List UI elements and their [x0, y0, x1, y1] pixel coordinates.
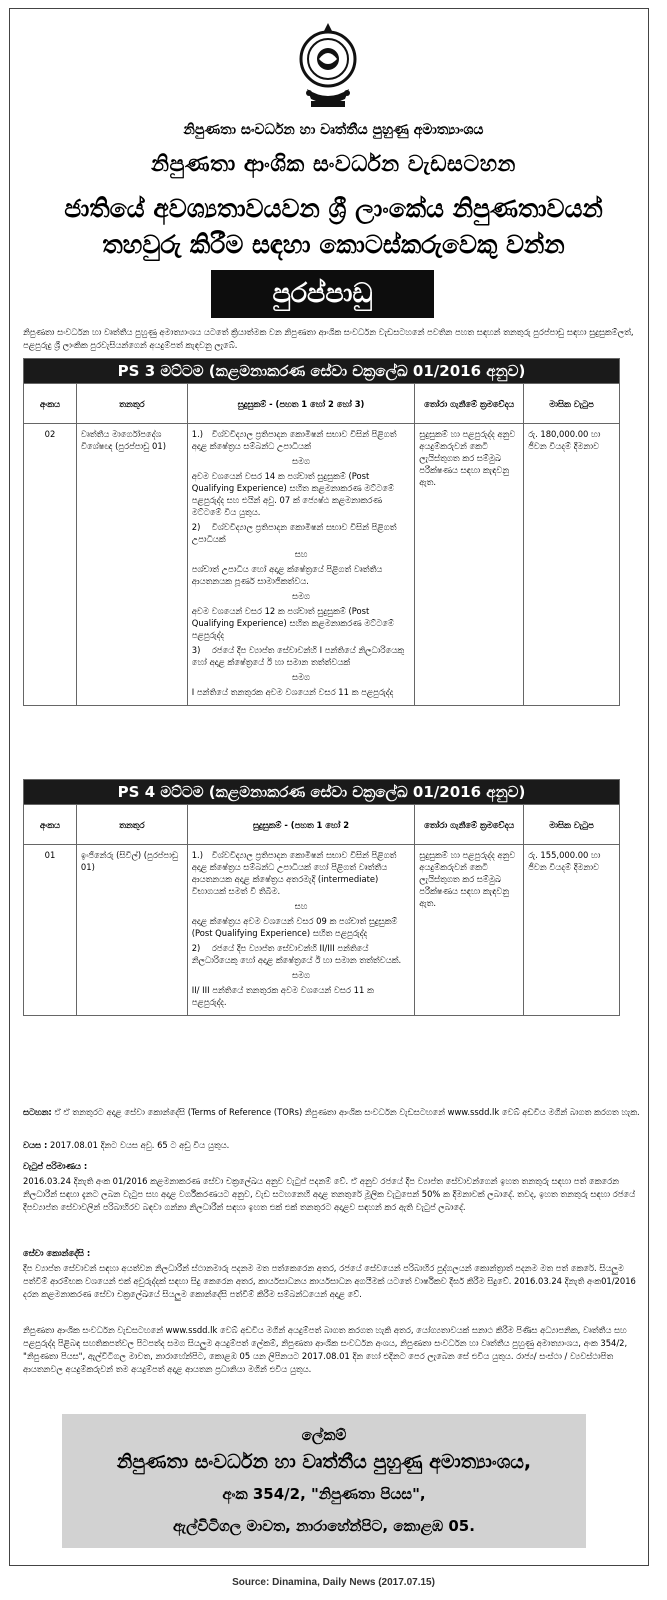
ps3-band-heading: PS 3 මට්ටම (කළමනාකරණ සේවා චක්‍රලේඛ 01/2016 අනුව) [24, 359, 620, 384]
post-title: වෘත්තීය මාර්ගෝපදේශ විශේෂඥ (පුරප්පාඩු 01) [76, 424, 187, 706]
post-number: 02 [24, 424, 77, 706]
terms-of-service-section [23, 1247, 648, 1301]
selection-method: සුදුසුකම් හා පළපුරුද්ද අනුව අයදුම්කරුවන් කෙටි ලැයිස්තුගත කර සම්මුඛ පරීක්ෂණය සඳහා කැඳවනු ඇත. [415, 424, 524, 706]
programme-title: නිපුණතා ආංශික සංවර්ධන වැඩසටහන [151, 152, 516, 177]
qualification-item: 3) රජයේ දීප ව්‍යාප්ත සේවාවන්හි I පන්තියේ නිලධාරියෙකු හෝ අදාළ ක්ෂේත්‍රයේ ඊ හා සමාන තත්ත්වයක් [191, 645, 405, 667]
qualification-item: 1.) විශ්වවිද්‍යාල ප්‍රතිපාදන කොමිෂන් සභාව විසින් පිළිගත් අදාළ ක්ෂේත්‍රය සම්බන්ධ උපාධියක් [191, 429, 397, 451]
ps4-vacancy-table [23, 779, 620, 1016]
age-requirement [23, 1139, 648, 1152]
secretary-title: ලේකම් [301, 1426, 347, 1444]
post-number: 01 [24, 845, 77, 1016]
ministry-name: නිපුණතා සංවර්ධන හා වෘත්තීය පුහුණු අමාත්‍යාංශය [183, 122, 484, 138]
qualifications-cell: 1.) විශ්වවිද්‍යාල ප්‍රතිපාදන කොමිෂන් සභාව විසින් පිළිගත් අදාළ ක්ෂේත්‍රය සම්බන්ධ උපාධියක් හෝ පිළිගත් වෘත්තීය ආයතනයක අදාළ ක්ෂේත්‍රය අතරමැදි (intermediate) විභාගයක් සමත් වී තිබීම. සහ අදාළ ක්ෂේත්‍රය අවම වශයෙන් වසර 09 ක පශ්චාත් සුදුසුකම් (Post Qualifying Experience) සහිත පළපුරුද්ද 2) රජයේ දීප ව්‍යාප්ත සේවාවන්හි II/III පන්තියේ නිලධාරියෙකු හෝ අදාළ ක්ෂේත්‍රයේ ඊ හා සමාන තත්ත්වයක්. සමග II/ III පන්තියේ තනතුරක අවම වශයෙන් වසර 11 ක පළපුරුද්ද. [187, 845, 415, 1016]
age-text: 2017.08.01 දිනට වයස අවු. 65 ට අඩු විය යුතුය. [50, 1140, 230, 1150]
monthly-salary: රු. 155,000.00 හා ජීවන වියදම් දීමනාව [524, 845, 620, 1016]
table-row [24, 424, 620, 706]
sri-lanka-emblem-icon [297, 17, 359, 113]
vacancies-banner: පුරප්පාඩු [211, 270, 434, 318]
intro-paragraph: නිපුණතා සංවර්ධන හා වෘත්තීය පුහුණු අමාත්‍යාංශය යටතේ ක්‍රියාත්මක වන නිපුණතා ආංශික සංවර්ධන වැඩසටහනේ පවතින පහත සඳහන් තනතුරු පුරප්පාඩු සඳහා සුදුසුකම්ලත්, පළපුරුදු ශ්‍රී ලාංකික පුරවැසියන්ගෙන් අයදුම්පත් කැඳවනු ලැබේ. [23, 327, 634, 350]
qualification-item: 2) විශ්වවිද්‍යාල ප්‍රතිපාදන කොමිෂන් සභාව විසින් පිළිගත් උපාධියක් [191, 522, 397, 544]
post-title: ඉංජිනේරු (සිවිල්) (පුරප්පාඩු 01) [76, 845, 187, 1016]
col-post: තනතුර [76, 384, 187, 424]
table-header-row [24, 384, 620, 424]
col-salary: මාසික වැටුප [524, 805, 620, 845]
col-selection: තෝරා ගැනීමේ ක්‍රමවේදය [415, 805, 524, 845]
note-label: සටහන: [23, 1107, 52, 1117]
age-label: වයස : [23, 1140, 48, 1150]
secretary-address-line-1: අංක 354/2, "නිපුණතා පියස", [222, 1485, 426, 1503]
table-header-row [24, 805, 620, 845]
terms-text: දීප ව්‍යාප්ත සේවාවන් සඳහා අයත්වන නිලධාරීන් ස්ථානමාරු පදනම මත පත්කෙරෙන අතර, රජයේ සේවයෙන් පරිබාහිර පුද්ගලයන් කොන්ත්‍රාත් පදනම මත පත් කෙරේ. සියලුම පත්වීම් ආරම්භක වශයෙන් එක් අවුරුද්දක් සඳහා සිදු කෙරෙන අතර, කාර්යසාධනය කාර්යසාධන අගයීමක් යටතේ වාර්ෂිකව දීර්ඝ කිරීම සිදුවේ. 2016.03.24 දිනැති අංක01/2016 දරන කළමනාකරණ සේවා චක්‍රලේඛයේ සියලුම කොන්දේසි පත්වීම් කිරීම සම්බන්ධයෙන් අදාළ වේ. [23, 1263, 636, 1299]
application-instructions: නිපුණතා ආංශික සංවර්ධන වැඩසටහනේ www.ssdd.lk වෙබ් අඩවිය මගින් අයදුම්පත් බාගත කරගත හැකි අතර, යෝග්‍යතාවයක් සනාථ කිරීම පිණිස අධ්‍යාපනික, වෘත්තීය සහ පළපුරුද්ද පිළිබඳ සහතිකපත්වල පිටපත්ද සමග සියලුම අයදුම්පත් ලේකම්, නිපුණතා ආංශික සංවර්ධන අංශය, නිපුණතා සංවර්ධන හා වෘත්තීය පුහුණු අමාත්‍යාංශය, අංක 354/2, "නිපුණතා පියස", ඇල්විටිගල මාවත, නාරාහේන්පිට, කොළඹ 05 යන ලිපිනයට 2017.08.01 දින හෝ එදිනට පෙර ලැබෙන සේ එවිය යුතුය. රාජ්‍ය/ සංස්ථා / ව්‍යවස්ථාපිත ආයතනවල අයදුම්කරුවන් තම අයදුම්පත් අදාළ ආයතන ප්‍රධානියා මගින් එවිය යුතුය. [23, 1325, 628, 1374]
salary-scheme-heading: වැටුප් පරිමාණය : [23, 1161, 88, 1171]
col-salary: මාසික වැටුප [524, 384, 620, 424]
terms-heading: සේවා කොන්දේසි : [23, 1248, 91, 1258]
salary-scheme-text: 2016.03.24 දිනැති අංක 01/2016 කළමනාකරණ සේවා චක්‍රලේඛය අනුව වැටුප් පදනම් වේ. ඒ අනුව රජයේ දීප ව්‍යාප්ත සේවාවන්ගෙන් ඉහත තනතුරු සඳහා පත් කෙරෙන නිලධාරීන් සඳහා දැනට ලබන වැටුප සහ අදාළ වර්ගීකරණයට අනුව, වැඩ සටහනෙහි අදාළ තනතුරේ මූලික වැටුපෙන් 50% ක දීමනාවක් ලබාදේ. තවද, ඉහත තනතුරු සඳහා රජයේ දීපව්‍යාප්ත සේවාවලින් පරිබාහිරව බඳවා ගන්නා නිලධාරීන් සඳහා ඉහත එක් එක් තනතුරට අදාළව සඳහන් කර ඇති වැටුප් ලබාදේ. [23, 1176, 636, 1212]
qualification-item: 1.) විශ්වවිද්‍යාල ප්‍රතිපාදන කොමිෂන් සභාව විසින් පිළිගත් අදාළ ක්ෂේත්‍රය සම්බන්ධ උපාධියක් හෝ පිළිගත් වෘත්තීය ආයතනයක අදාළ ක්ෂේත්‍රය අතරමැදි (intermediate) විභාගයක් සමත් වී තිබීම. [191, 850, 397, 896]
headline-line-1: ජාතියේ අවශ්‍යතාවයවන ශ්‍රී ලාංකේය නිපුණතාවයන් [64, 194, 603, 223]
col-qualifications: සුදුසුකම් - (පහත 1 හෝ 2 [187, 805, 415, 845]
col-no: අංකය [24, 384, 77, 424]
col-selection: තෝරා ගැනීමේ ක්‍රමවේදය [415, 384, 524, 424]
note-paragraph [23, 1106, 648, 1119]
col-qualifications: සුදුසුකම් - (පහත 1 හෝ 2 හෝ 3) [187, 384, 415, 424]
monthly-salary: රු. 180,000.00 හා ජීවන වියදම් දීමනාව [524, 424, 620, 706]
secretary-ministry: නිපුණතා සංවර්ධන හා වෘත්තීය පුහුණු අමාත්‍යාංශය, [116, 1451, 532, 1473]
qualification-item: 2) රජයේ දීප ව්‍යාප්ත සේවාවන්හි II/III පන්තියේ නිලධාරියෙකු හෝ අදාළ ක්ෂේත්‍රයේ ඊ හා සමාන තත්ත්වයක්. [191, 943, 402, 965]
col-post: තනතුර [76, 805, 187, 845]
qualifications-cell: 1.) විශ්වවිද්‍යාල ප්‍රතිපාදන කොමිෂන් සභාව විසින් පිළිගත් අදාළ ක්ෂේත්‍රය සම්බන්ධ උපාධියක් සමග අවම වශයෙන් වසර 14 ක පශ්චාත් සුදුසුකම් (Post Qualifying Experience) සහිත කළමනාකරණ මට්ටමේ පළපුරුද්ද සහ එයින් අවු. 07 ක් ජ්‍යෙෂ්ඨ කළමනාකරණ මට්ටමේ විය යුතුය. 2) විශ්වවිද්‍යාල ප්‍රතිපාදන කොමිෂන් සභාව විසින් පිළිගත් උපාධියක් සහ පශ්චාත් උපාධිය හෝ අදාළ ක්ෂේත්‍රයේ පිළිගත් වෘත්තීය ආයතනයක පූර්ණ සාමාජිකත්වය. සමග අවම වශයෙන් වසර 12 ක පශ්චාත් සුදුසුකම් (Post Qualifying Experience) සහිත කළමනාකරණ මට්ටමේ පළපුරුද්ද 3) රජයේ දීප ව්‍යාප්ත සේවාවන්හි I පන්තියේ නිලධාරියෙකු හෝ අදාළ ක්ෂේත්‍රයේ ඊ හා සමාන තත්ත්වයක් සමග I පන්තියේ තනතුරක අවම වශයෙන් වසර 11 ක පළපුරුද්ද [187, 424, 415, 706]
secretary-address-box [62, 1414, 586, 1548]
note-text: ඒ ඒ තනතුරට අදාළ සේවා කොන්දේසි (Terms of Reference (TORs) නිපුණතා ආංශික සංවර්ධන වැඩසටහනේ www.ssdd.lk වෙබ් අඩවිය මගින් බාගත කරගත හැක. [54, 1107, 640, 1117]
selection-method: සුදුසුකම් හා පළපුරුද්ද අනුව අයදුම්කරුවන් කෙටි ලැයිස්තුගත කර සම්මුඛ පරීක්ෂණය සඳහා කැඳවනු ඇත. [415, 845, 524, 1016]
ps3-vacancy-table [23, 358, 620, 706]
col-no: අංකය [24, 805, 77, 845]
ps4-band-heading: PS 4 මට්ටම (කළමනාකරණ සේවා චක්‍රලේඛ 01/2016 අනුව) [24, 780, 620, 805]
salary-scheme-section [23, 1160, 648, 1214]
source-caption: Source: Dinamina, Daily News (2017.07.15) [232, 1577, 435, 1588]
headline-line-2: තහවුරු කිරීම සඳහා කොටස්කරුවෙකු වන්න [102, 230, 565, 259]
secretary-address-line-2: ඇල්විටිගල මාවත, නාරාහේන්පිට, කොළඹ 05. [173, 1517, 475, 1535]
table-row [24, 845, 620, 1016]
